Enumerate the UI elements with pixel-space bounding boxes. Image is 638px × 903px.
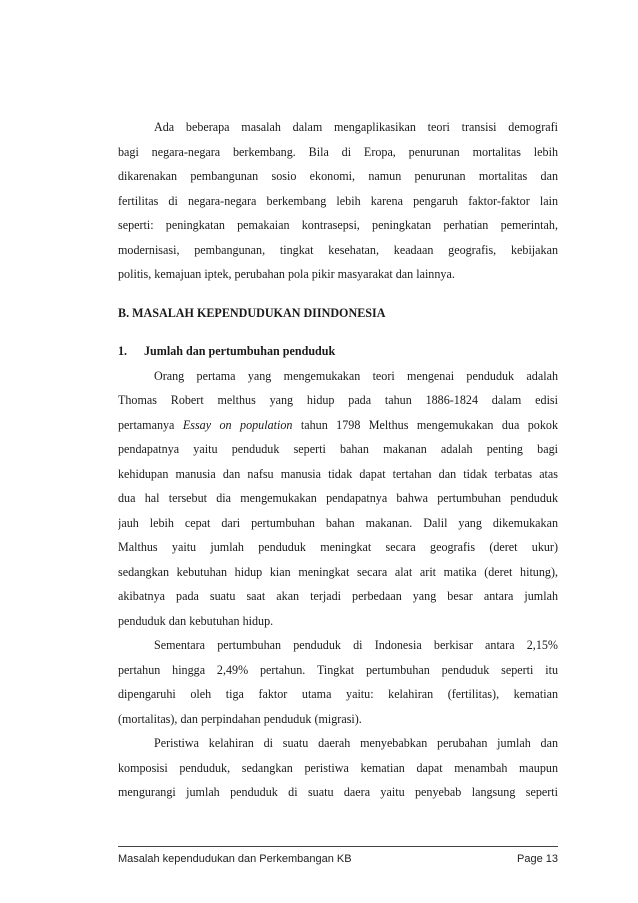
text-run: tahun 1798 Melthus mengemukakan dua pokok	[292, 417, 558, 432]
paragraph-growth-rate	[118, 633, 558, 731]
paragraph-line: Thomas Robert melthus yang hidup pada tahun 1886-1824 dalam edisi	[118, 393, 558, 407]
paragraph-line: dipengaruhi oleh tiga faktor utama yaitu: kelahiran (fertilitas), kematian	[118, 687, 558, 701]
paragraph-line: bagi negara-negara berkembang. Bila di Eropa, penurunan mortalitas lebih	[118, 144, 558, 159]
paragraph-line: dua hal tersebut dia mengemukakan pendapatnya bahwa pertumbuhan penduduk	[118, 491, 558, 505]
paragraph-line: pertahun hingga 2,49% pertahun. Tingkat pertumbuhan penduduk seperti itu	[118, 662, 558, 677]
paragraph-line: Malthus yaitu jumlah penduduk meningkat secara geografis (deret ukur)	[118, 540, 558, 554]
page-body	[118, 115, 558, 805]
paragraph-line: modernisasi, pembangunan, tingkat kesehatan, keadaan geografis, kebijakan	[118, 242, 558, 257]
section-heading: B. MASALAH KEPENDUDUKAN DIINDONESIA	[118, 305, 386, 320]
paragraph-line: akibatnya pada suatu saat akan terjadi perbedaan yang besar antara jumlah	[118, 589, 558, 603]
paragraph-intro	[118, 115, 558, 287]
paragraph-line: mengurangi jumlah penduduk di suatu daera yaitu penyebab langsung seperti	[118, 785, 558, 799]
paragraph-malthus	[118, 364, 558, 634]
subsection-heading	[118, 339, 558, 364]
paragraph-line: politis, kemajuan iptek, perubahan pola pikir masyarakat dan lainnya.	[118, 267, 455, 281]
subsection-title: Jumlah dan pertumbuhan penduduk	[144, 344, 336, 358]
paragraph-line: sedangkan kebutuhan hidup kian meningkat secara alat arit matika (deret hitung),	[118, 564, 558, 579]
paragraph-line: Orang pertama yang mengemukakan teori mengenai penduduk adalah	[154, 368, 558, 383]
paragraph-line: penduduk dan kebutuhan hidup.	[118, 613, 274, 628]
paragraph-line: fertilitas di negara-negara berkembang lebih karena pengaruh faktor-faktor lain	[118, 193, 558, 208]
page-footer	[118, 846, 558, 865]
paragraph-line: pendapatnya yaitu penduduk seperti bahan makanan adalah penting bagi	[118, 442, 558, 456]
paragraph-line: (mortalitas), dan perpindahan penduduk (migrasi).	[118, 711, 362, 726]
paragraph-line: dikarenakan pembangunan sosio ekonomi, namun penurunan mortalitas dan	[118, 169, 558, 183]
paragraph-line: jauh lebih cepat dari pertumbuhan bahan makanan. Dalil yang dikemukakan	[118, 515, 558, 530]
paragraph-line: kehidupan manusia dan nafsu manusia tidak dapat tertahan dan tidak terbatas atas	[118, 466, 558, 481]
paragraph-line: komposisi penduduk, sedangkan peristiwa kematian dapat menambah maupun	[118, 760, 558, 775]
paragraph-line	[118, 413, 558, 438]
subsection-number: 1.	[118, 344, 128, 358]
paragraph-births	[118, 731, 558, 805]
page-number: Page 13	[517, 853, 558, 865]
book-title: Essay on population	[182, 417, 293, 432]
paragraph-line: Sementara pertumbuhan penduduk di Indonesia berkisar antara 2,15%	[154, 638, 558, 652]
paragraph-line: Ada beberapa masalah dalam mengaplikasikan teori transisi demografi	[154, 120, 558, 134]
footer-title: Masalah kependudukan dan Perkembangan KB	[118, 853, 352, 865]
paragraph-line: Peristiwa kelahiran di suatu daerah menyebabkan perubahan jumlah dan	[154, 736, 558, 750]
text-run: pertamanya	[118, 417, 183, 432]
paragraph-line: seperti: peningkatan pemakaian kontrasepsi, peningkatan perhatian pemerintah,	[118, 218, 558, 232]
